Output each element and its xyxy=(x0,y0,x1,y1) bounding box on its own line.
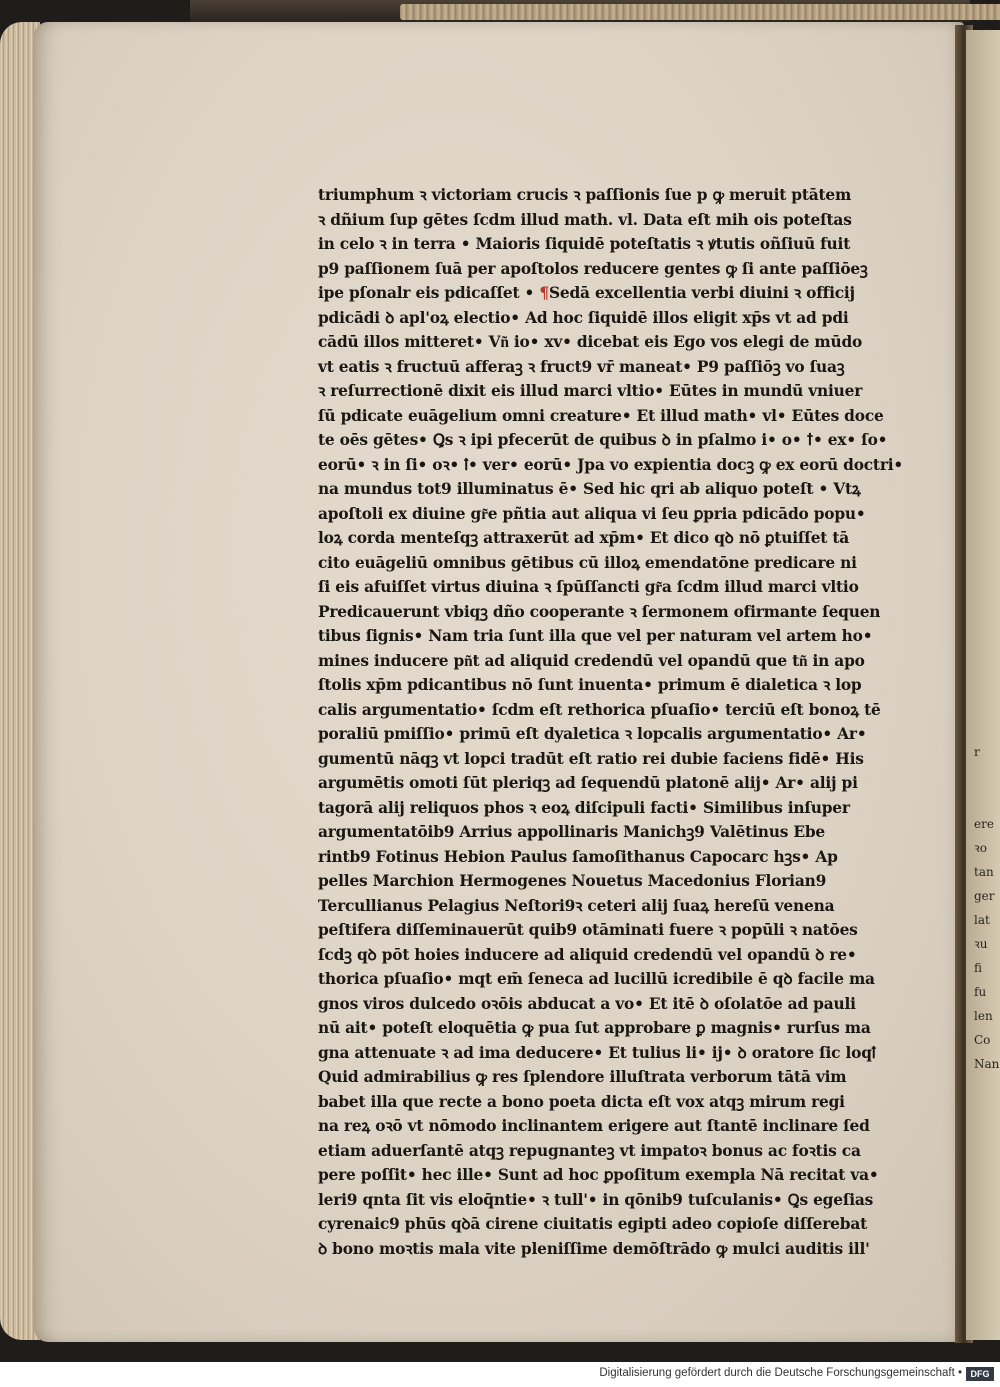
text-line: cādū illos mitteret• Vn͂ io• xv• dicebat eis Ego vos elegi de mūdo xyxy=(318,333,863,351)
text-line: Quid admirabilius ꝙ res ſplendore illuſtrata verborum tātā vim xyxy=(318,1068,847,1086)
text-line: pelles Marchion Hermogenes Nouetus Macedonius Florian9 xyxy=(318,872,827,890)
text-line: cyrenaic9 phūs qꝺā cirene ciuitatis egipti adeo copioſe diſſerebat xyxy=(318,1215,867,1233)
text-line: peſtifera diſſeminauerūt quib9 otāminati fuere ꝛ popūli ꝛ natōes xyxy=(318,921,858,939)
text-line: ꝺ bono moꝛtis mala vite pleniſſime demōſtrādo ꝙ mulci auditis ill' xyxy=(318,1239,870,1258)
rubric-paragraph-mark: ¶ xyxy=(539,284,549,302)
fragment: fu xyxy=(974,985,987,999)
book-binding-strip xyxy=(400,4,1000,20)
text-line: nū ait• poteſt eloquētia ꝙ pua ſut approbare ꝑ magnis• rurſus ma xyxy=(318,1019,871,1037)
fragment xyxy=(974,764,1000,788)
text-line: ſū pdicate euāgelium omni creature• Et illud math• vl• Eūtes doce xyxy=(318,406,884,425)
fragment: fi xyxy=(974,961,983,975)
text-line: ꝛ reſurrectionē dixit eis illud marci vltio• Eūtes in mundū vniuer xyxy=(318,382,863,400)
fragment: tan xyxy=(974,865,994,879)
dfg-logo-icon: DFG xyxy=(966,1367,994,1381)
text-line: ꝛ dñium ſup gētes ſcdm illud math. vl. Data eſt mih ois poteſtas xyxy=(318,210,852,229)
text-block xyxy=(318,183,908,1261)
fragment: ꝛo xyxy=(974,841,987,855)
text-line: poraliū pmiſſio• primū eſt dyaletica ꝛ lopcalis argumentatio• Ar• xyxy=(318,725,867,743)
text-line: tibus ſignis• Nam tria ſunt illa que vel per naturam vel artem ho• xyxy=(318,627,873,645)
text-line: pere poſſit• hec ille• Sunt ad hoc ꝑpoſitum exempla Nā recitat va• xyxy=(318,1166,879,1184)
next-page-edge xyxy=(966,30,1000,1340)
text-line: eorū• ꝛ in ſi• oꝛ• ꝉ• ver• eorū• Jpa vo expientia docꝫ ꝙ ex eorū doctri• xyxy=(318,455,904,474)
text-line: mines inducere pn͂t ad aliquid credendū vel opandū que tn͂ in apo xyxy=(318,651,865,670)
fragment: r xyxy=(974,745,980,759)
text-line: calis argumentatio• ſcdm eſt rethorica pſuaſio• terciū eſt bonoꝝ tē xyxy=(318,700,881,719)
footer-bar xyxy=(0,1362,1000,1387)
text-line: Predicauerunt vbiqꝫ dño cooperante ꝛ ſermonem ofirmante ſequen xyxy=(318,602,881,621)
text-line: babet illa que recte a bono poeta dicta eſt vox atqꝫ mirum regi xyxy=(318,1092,845,1111)
text-line: gnos viros dulcedo oꝛōis abducat a vo• Et itē ꝺ oſolatōe ad pauli xyxy=(318,994,856,1013)
text-segment: ipe pſonalr eis pdicaſſet • xyxy=(318,284,535,302)
book-top-edge xyxy=(190,0,970,22)
text-line: cito euāgeliū omnibus gētibus cū illoꝝ emendatōne predicare ni xyxy=(318,553,857,572)
text-line: rintb9 Fotinus Hebion Paulus ſamoſithanus Capocarc hꝫs• Ap xyxy=(318,847,838,866)
fragment xyxy=(974,788,1000,812)
text-line: te oēs gētes• Ꝗs ꝛ ipi pfecerūt de quibus ꝺ in pſalmo i• o• ꝉ• ex• ſo• xyxy=(318,431,888,449)
text-line: argumētis omoti ſūt pleriqꝫ ad ſequendū platonē alij• Ar• alij pi xyxy=(318,774,858,792)
funding-credit: Digitalisierung gefördert durch die Deutsche Forschungsgemeinschaft • xyxy=(599,1367,962,1379)
text-line: vt eatis ꝛ fructuū afferaꝫ ꝛ fruct9 vr̄ maneat• P9 paſſiōꝫ vo ſuaꝫ xyxy=(318,357,845,376)
text-line: Tercullianus Pelagius Neſtori9ꝛ ceteri alij ſuaꝝ hereſū venena xyxy=(318,896,835,915)
fragment: Nan xyxy=(974,1057,1000,1071)
text-line: triumphum ꝛ victoriam crucis ꝛ paſſionis ſue p ꝙ meruit ptātem xyxy=(318,186,852,204)
text-line: pdicādi ꝺ apl'oꝝ electio• Ad hoc ſiquidē illos eligit xp̄s vt ad pdi xyxy=(318,308,849,327)
text-line: loꝝ corda menteſqꝫ attraxerūt ad xp̄m• Et dico qꝺ nō ꝑtuiſſet tā xyxy=(318,529,850,547)
text-line: ſcdꝫ qꝺ pōt hoies inducere ad aliquid credendū vel opandū ꝺ re• xyxy=(318,945,857,964)
fragment: len xyxy=(974,1009,993,1023)
next-page-text-fragments xyxy=(974,740,1000,1076)
text-line: ſtolis xp̄m pdicantibus nō ſunt inuenta• primum ē dialetica ꝛ lop xyxy=(318,676,862,694)
text-segment: Sedā excellentia verbi diuini ꝛ officij xyxy=(548,284,855,302)
text-line: etiam aduerſantē atqꝫ repugnanteꝫ vt impatoꝛ bonus ac foꝛtis ca xyxy=(318,1141,861,1160)
text-line-with-rubric xyxy=(318,281,908,306)
text-line: tagorā alij reliquos phos ꝛ eoꝝ diſcipuli facti• Similibus inſuper xyxy=(318,798,850,817)
text-line: gumentū nāqꝫ vt lopci tradūt eſt ratio rei dubie faciens fidē• His xyxy=(318,749,864,768)
text-line: in celo ꝛ in terra • Maioris ſiquidē poteſtatis ꝛ ꝟtutis oñſiuū fuit xyxy=(318,235,851,253)
text-line: apoſtoli ex diuine gr͂e pñtia aut aliqua vi ſeu ꝑpria pdicādo popu• xyxy=(318,504,866,523)
text-line: leri9 qnta ſit vis eloq̄ntie• ꝛ tull'• in qōnib9 tuſculanis• Ꝗs egeſias xyxy=(318,1190,874,1209)
text-line: argumentatōib9 Arrius appollinaris Manichꝫ9 Valētinus Ebe xyxy=(318,823,826,841)
fragment: ere xyxy=(974,817,994,831)
fragment: lat xyxy=(974,913,990,927)
fragment: ꝛu xyxy=(974,937,988,951)
text-line: na reꝝ oꝛō vt nōmodo inclinantem erigere aut ſtantē inclinare ſed xyxy=(318,1117,870,1135)
text-line: gna attenuate ꝛ ad ima deducere• Et tulius li• ij• ꝺ oratore ſic loqꝉ xyxy=(318,1043,876,1062)
fragment: Co xyxy=(974,1033,991,1047)
fragment: ger xyxy=(974,889,995,903)
text-line: ſi eis afuiſſet virtus diuina ꝛ ſpūſſancti gr͂a ſcdm illud marci vltio xyxy=(318,578,859,596)
text-line: thorica pſuaſio• mqt em̄ ſeneca ad lucillū icredibile ē qꝺ facile ma xyxy=(318,970,875,988)
text-line: p9 paſſionem ſuā per apoſtolos reducere gentes ꝙ ſi ante paſſiōeꝫ xyxy=(318,259,868,278)
text-line: na mundus tot9 illuminatus ē• Sed hic qri ab aliquo poteſt • Vtꝝ xyxy=(318,480,861,498)
